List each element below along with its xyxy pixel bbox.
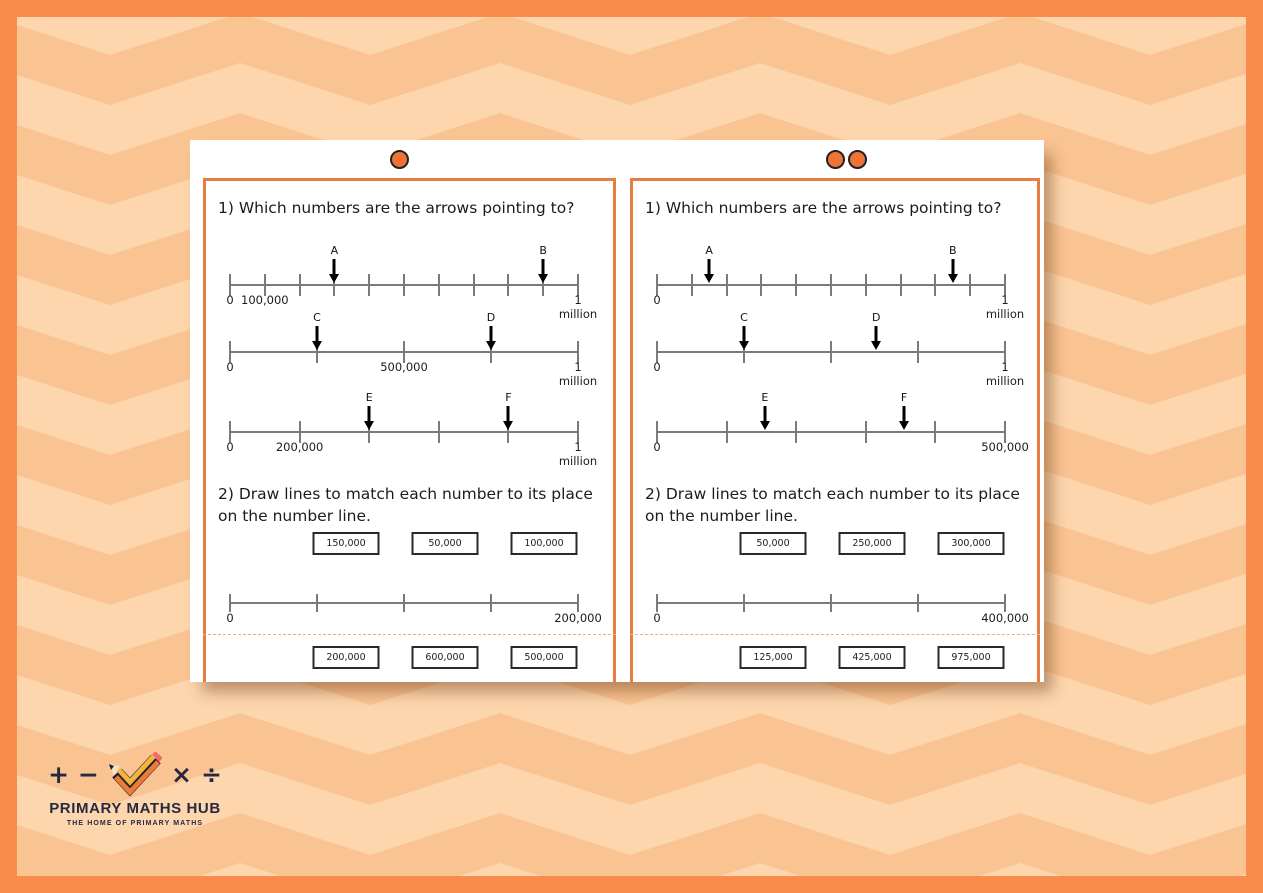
logo-title: PRIMARY MATHS HUB (49, 800, 221, 817)
arrow-head (704, 274, 714, 283)
question-1-text: 1) Which numbers are the arrows pointing to? (218, 199, 575, 217)
number-box: 975,000 (938, 646, 1005, 669)
tick-mark (438, 421, 440, 443)
axis-label: 0 (653, 360, 661, 374)
axis-label: 400,000 (981, 611, 1029, 625)
axis-label: 500,000 (981, 440, 1029, 454)
worksheet-panel-2 (630, 178, 1040, 682)
arrow-head (486, 341, 496, 350)
divide-icon: ÷ (200, 759, 222, 789)
tick-mark (760, 274, 762, 296)
pencil-check-icon (108, 750, 162, 798)
arrow-shaft (507, 406, 510, 421)
tick-mark (726, 421, 728, 443)
tick-mark (403, 594, 405, 612)
tick-mark (577, 594, 579, 612)
tick-mark (917, 594, 919, 612)
arrow-label: E (365, 391, 373, 404)
axis-label: 500,000 (380, 360, 428, 374)
arrow-head (312, 341, 322, 350)
axis-label: 0 (226, 293, 234, 307)
tick-mark (438, 274, 440, 296)
worksheet-card (190, 140, 1044, 682)
arrow-shaft (743, 326, 746, 341)
number-line-bar (657, 431, 1005, 433)
tick-mark (299, 274, 301, 296)
axis-label: 1 million (985, 360, 1025, 388)
primary-maths-hub-logo (45, 750, 225, 827)
arrow-label: A (705, 244, 713, 257)
number-box: 250,000 (839, 532, 906, 555)
plus-icon: + (48, 759, 70, 789)
arrow-shaft (951, 259, 954, 274)
tick-mark (969, 274, 971, 296)
arrow-head (329, 274, 339, 283)
tick-mark (743, 594, 745, 612)
number-box: 200,000 (313, 646, 380, 669)
axis-label: 200,000 (554, 611, 602, 625)
tick-mark (865, 421, 867, 443)
minus-icon: − (78, 759, 99, 789)
number-box: 600,000 (412, 646, 479, 669)
arrow-shaft (708, 259, 711, 274)
tick-mark (900, 274, 902, 296)
arrow-label: D (871, 311, 881, 324)
number-box: 150,000 (313, 532, 380, 555)
axis-label: 0 (226, 611, 234, 625)
number-box: 500,000 (511, 646, 578, 669)
number-box: 300,000 (938, 532, 1005, 555)
axis-label: 1 million (985, 293, 1025, 321)
difficulty-dots-panel-1 (390, 150, 409, 169)
axis-label: 100,000 (241, 293, 289, 307)
arrow-label: E (761, 391, 769, 404)
tick-mark (473, 274, 475, 296)
arrow-head (503, 421, 513, 430)
tick-mark (490, 594, 492, 612)
number-box: 50,000 (412, 532, 479, 555)
axis-label: 0 (226, 360, 234, 374)
arrow-label: A (330, 244, 339, 257)
arrow-shaft (316, 326, 319, 341)
arrow-label: D (486, 311, 496, 324)
tick-mark (795, 274, 797, 296)
tick-mark (403, 274, 405, 296)
tick-mark (316, 594, 318, 612)
axis-label: 200,000 (275, 440, 324, 454)
tick-mark (934, 421, 936, 443)
axis-label: 0 (653, 293, 661, 307)
tick-mark (368, 274, 370, 296)
arrow-label: F (900, 391, 908, 404)
number-box: 100,000 (511, 532, 578, 555)
axis-label: 1 million (558, 293, 598, 321)
dashed-divider (630, 634, 1040, 635)
arrow-label: F (505, 391, 512, 404)
number-line-bar (230, 431, 578, 433)
question-1-text: 1) Which numbers are the arrows pointing to? (645, 199, 1002, 217)
tick-mark (656, 594, 658, 612)
question-2-text: 2) Draw lines to match each number to its place on the number line. (645, 485, 1020, 525)
axis-label: 0 (653, 611, 661, 625)
arrow-shaft (333, 259, 336, 274)
difficulty-dot (848, 150, 867, 169)
arrow-head (739, 341, 749, 350)
logo-tagline: THE HOME OF PRIMARY MATHS (66, 820, 204, 827)
difficulty-dot (390, 150, 409, 169)
arrow-label: C (740, 311, 748, 324)
tick-mark (1004, 594, 1006, 612)
arrow-shaft (903, 406, 906, 421)
logo-maths-symbols (45, 750, 225, 798)
difficulty-dot (826, 150, 845, 169)
dashed-divider (203, 634, 616, 635)
arrow-head (948, 274, 958, 283)
axis-label: 0 (226, 440, 234, 454)
multiply-icon: × (171, 759, 192, 789)
arrow-head (899, 421, 909, 430)
tick-mark (691, 274, 693, 296)
arrow-shaft (542, 259, 545, 274)
tick-mark (830, 274, 832, 296)
arrow-shaft (368, 406, 371, 421)
tick-mark (507, 274, 509, 296)
number-box: 425,000 (839, 646, 906, 669)
tick-mark (830, 594, 832, 612)
difficulty-dots-panel-2 (826, 150, 867, 169)
tick-mark (934, 274, 936, 296)
number-box: 50,000 (740, 532, 807, 555)
arrow-label: B (949, 244, 957, 257)
arrow-label: C (313, 311, 321, 324)
arrow-shaft (875, 326, 878, 341)
arrow-label: B (539, 244, 547, 257)
tick-mark (726, 274, 728, 296)
arrow-shaft (490, 326, 493, 341)
axis-label: 0 (653, 440, 661, 454)
axis-label: 1 million (558, 360, 598, 388)
tick-mark (917, 341, 919, 363)
tick-mark (830, 341, 832, 363)
axis-label: 1 million (558, 440, 598, 468)
arrow-head (871, 341, 881, 350)
arrow-head (760, 421, 770, 430)
worksheet-panel-1 (203, 178, 616, 682)
tick-mark (795, 421, 797, 443)
question-2-text: 2) Draw lines to match each number to its place on the number line. (218, 485, 593, 525)
arrow-head (364, 421, 374, 430)
arrow-shaft (763, 406, 766, 421)
number-box: 125,000 (740, 646, 807, 669)
tick-mark (229, 594, 231, 612)
tick-mark (865, 274, 867, 296)
arrow-head (538, 274, 548, 283)
